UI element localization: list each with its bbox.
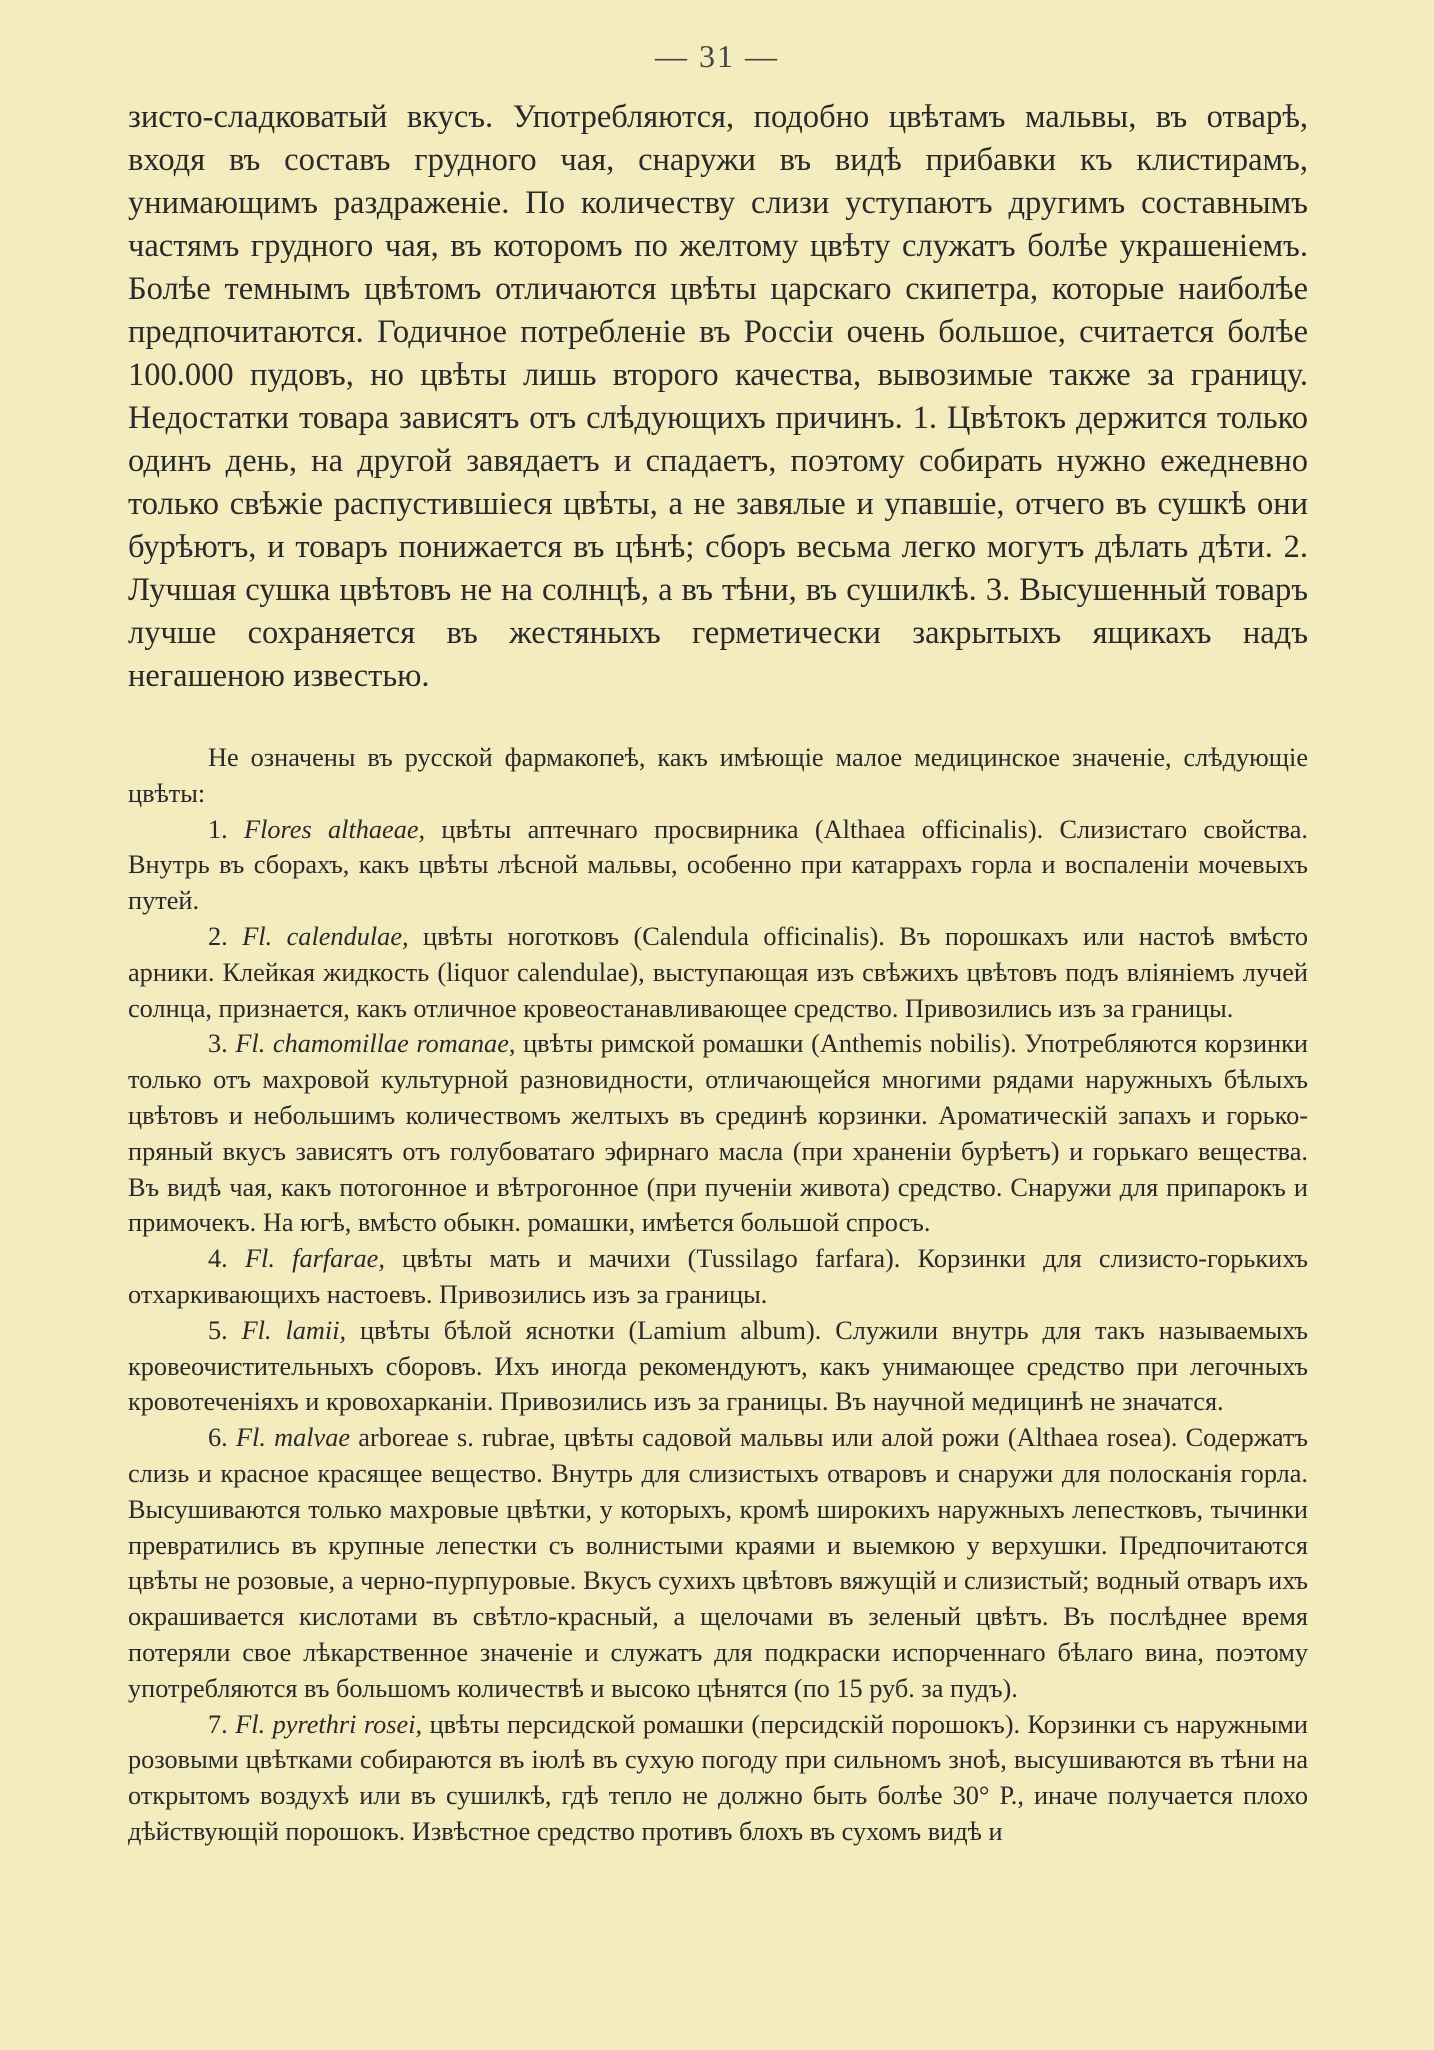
entry-title: Fl. pyrethri rosei, xyxy=(235,1709,423,1739)
entry-7: 7. Fl. pyrethri rosei, цвѣты персидской ромашки (персидскій порошокъ). Корзинки съ наружными розовыми цвѣтками собираются въ іюлѣ въ сухую погоду при сильномъ зноѣ, высушиваются въ тѣни на открытомъ воздухѣ или въ сушилкѣ, гдѣ тепло не должно быть болѣе 30° Р., иначе получается плохо дѣйствующій порошокъ. Извѣстное средство противъ блохъ въ сухомъ видѣ и xyxy=(128,1709,1308,1846)
main-paragraph: зисто-сладковатый вкусъ. Употребляются, подобно цвѣтамъ мальвы, въ отварѣ, входя въ составъ грудного чая, снаружи въ видѣ прибавки къ клистирамъ, унимающимъ раздраженіе. По количеству слизи уступаютъ другимъ составнымъ частямъ грудного чая, въ которомъ по желтому цвѣту служатъ болѣе украшеніемъ. Болѣе темнымъ цвѣтомъ отличаются цвѣты царскаго скипетра, которые наиболѣе предпочитаются. Годичное потребленіе въ Россіи очень большое, считается болѣе 100.000 пудовъ, но цвѣты лишь второго качества, вывозимые также за границу. Недостатки товара зависятъ отъ слѣдующихъ причинъ. 1. Цвѣтокъ держится только одинъ день, на другой завядаетъ и спадаетъ, поэтому собирать нужно ежедневно только свѣжіе распустившіеся цвѣты, а не завялые и упавшіе, отчего въ сушкѣ они бурѣютъ, и товаръ понижается въ цѣнѣ; сборъ весьма легко могутъ дѣлать дѣти. 2. Лучшая сушка цвѣтовъ не на солнцѣ, а въ тѣни, въ сушилкѣ. 3. Высушенный товаръ лучше сохраняется въ жестяныхъ герметически закрытыхъ ящикахъ надъ негашеною известью. xyxy=(128,99,1308,694)
entry-4: 4. Fl. farfarae, цвѣты мать и мачихи (Tussilago farfara). Корзинки для слизисто-горькихъ отхаркивающихъ настоевъ. Привозились изъ за границы. xyxy=(128,1244,1309,1309)
entry-text: цвѣты бѣлой яснотки (Lamium album). Служили внутрь для такъ называемыхъ кровеочистительныхъ сборовъ. Ихъ иногда рекомендуютъ, какъ унимающее средство при легочныхъ кровотеченіяхъ и кровохарканіи. Привозились изъ за границы. Въ научной медицинѣ не значатся. xyxy=(128,1315,1308,1417)
entry-text: цвѣты ноготковъ (Calendula officinalis). Въ порошкахъ или настоѣ вмѣсто арники. Клейкая жидкость (liquor calendulae), выступающая изъ свѣжихъ цвѣтовъ подъ вліяніемъ лучей солнца, признается, какъ отличное кровеостанавливающее средство. Привозились изъ за границы. xyxy=(128,921,1309,1023)
entry-6: 6. Fl. malvae arboreae s. rubrae, цвѣты садовой мальвы или алой рожи (Althaea rosea). Содержатъ слизь и красное красящее вещество. Внутрь для слизистыхъ отваровъ и снаружи для полосканія горла. Высушиваются только махровые цвѣтки, у которыхъ, кромѣ широкихъ наружныхъ лепестковъ, тычинки превратились въ крупные лепестки съ волнистыми краями и выемкою у верхушки. Предпочитаются цвѣты не розовые, а черно-пурпуровые. Вкусъ сухихъ цвѣтовъ вяжущій и слизистый; водный отваръ ихъ окрашивается кислотами въ свѣтло-красный, а щелочами въ зеленый цвѣтъ. Въ послѣднее время потеряли свое лѣкарственное значеніе и служатъ для подкраски испорченнаго бѣлаго вина, поэтому употребляются въ большомъ количествѣ и высоко цѣнятся (по 15 руб. за пудъ). xyxy=(128,1423,1309,1703)
appendix-section xyxy=(128,740,1308,1850)
entry-title: Flores althaeae, xyxy=(244,814,426,844)
entry-title: Fl. chamomillae romanae, xyxy=(235,1029,516,1059)
intro-paragraph: Не означены въ русской фармакопеѣ, какъ имѣющіе малое медицинское значеніе, слѣдующіе цвѣты: xyxy=(128,743,1308,808)
entry-text: цвѣты персидской ромашки (персидскій порошокъ). Корзинки съ наружными розовыми цвѣтками собираются въ іюлѣ въ сухую погоду при сильномъ зноѣ, высушиваются въ тѣни на открытомъ воздухѣ или въ сушилкѣ, гдѣ тепло не должно быть болѣе 30° Р., иначе получается плохо дѣйствующій порошокъ. Извѣстное средство противъ блохъ въ сухомъ видѣ и xyxy=(128,1709,1308,1846)
entry-title: Fl. calendulae, xyxy=(242,921,409,951)
entry-3: 3. Fl. chamomillae romanae, цвѣты римской ромашки (Anthemis nobilis). Употребляются корзинки только отъ махровой культурной разновидности, отличающейся многими рядами наружныхъ бѣлыхъ цвѣтовъ и небольшимъ количествомъ желтыхъ въ срединѣ корзинки. Ароматическій запахъ и горько-пряный вкусъ зависятъ отъ голубоватаго эфирнаго масла (при храненіи бурѣетъ) и горькаго вещества. Въ видѣ чая, какъ потогонное и вѣтрогонное (при пученіи живота) средство. Снаружи для припарокъ и примочекъ. На югѣ, вмѣсто обыкн. ромашки, имѣется большой спросъ. xyxy=(128,1029,1308,1238)
page-number: — 31 — xyxy=(655,38,779,74)
entry-5: 5. Fl. lamii, цвѣты бѣлой яснотки (Lamium album). Служили внутрь для такъ называемыхъ кровеочистительныхъ сборовъ. Ихъ иногда рекомендуютъ, какъ унимающее средство при легочныхъ кровотеченіяхъ и кровохарканіи. Привозились изъ за границы. Въ научной медицинѣ не значатся. xyxy=(128,1315,1308,1417)
entry-title: Fl. farfarae, xyxy=(244,1244,385,1274)
entry-text: arboreae s. rubrae, цвѣты садовой мальвы или алой рожи (Althaea rosea). Содержатъ слизь и красное красящее вещество. Внутрь для слизистыхъ отваровъ и снаружи для полосканія горла. Высушиваются только махровые цвѣтки, у которыхъ, кромѣ широкихъ наружныхъ лепестковъ, тычинки превратились въ крупные лепестки съ волнистыми краями и выемкою у верхушки. Предпочитаются цвѣты не розовые, а черно-пурпуровые. Вкусъ сухихъ цвѣтовъ вяжущій и слизистый; водный отваръ ихъ окрашивается кислотами въ свѣтло-красный, а щелочами въ зеленый цвѣтъ. Въ послѣднее время потеряли свое лѣкарственное значеніе и служатъ для подкраски испорченнаго бѣлаго вина, поэтому употребляются въ большомъ количествѣ и высоко цѣнятся (по 15 руб. за пудъ). xyxy=(128,1423,1309,1703)
entry-text: цвѣты мать и мачихи (Tussilago farfara). Корзинки для слизисто-горькихъ отхаркивающихъ настоевъ. Привозились изъ за границы. xyxy=(128,1244,1309,1309)
entry-title: Fl. malvae xyxy=(235,1423,351,1453)
entry-text: цвѣты аптечнаго просвирника (Althaea officinalis). Слизистаго свойства. Внутрь въ сборахъ, какъ цвѣты лѣсной мальвы, особенно при катаррахъ горла и воспаленіи мочевыхъ путей. xyxy=(128,814,1309,916)
entry-2: 2. Fl. calendulae, цвѣты ноготковъ (Calendula officinalis). Въ порошкахъ или настоѣ вмѣсто арники. Клейкая жидкость (liquor calendulae), выступающая изъ свѣжихъ цвѣтовъ подъ вліяніемъ лучей солнца, признается, какъ отличное кровеостанавливающее средство. Привозились изъ за границы. xyxy=(128,921,1309,1023)
entry-title: Fl. lamii, xyxy=(241,1315,347,1345)
entry-text: цвѣты римской ромашки (Anthemis nobilis). Употребляются корзинки только отъ махровой культурной разновидности, отличающейся многими рядами наружныхъ бѣлыхъ цвѣтовъ и небольшимъ количествомъ желтыхъ въ срединѣ корзинки. Ароматическій запахъ и горько-пряный вкусъ зависятъ отъ голубоватаго эфирнаго масла (при храненіи бурѣетъ) и горькаго вещества. Въ видѣ чая, какъ потогонное и вѣтрогонное (при пученіи живота) средство. Снаружи для припарокъ и примочекъ. На югѣ, вмѣсто обыкн. ромашки, имѣется большой спросъ. xyxy=(128,1029,1308,1238)
entry-1: 1. Flores althaeae, цвѣты аптечнаго просвирника (Althaea officinalis). Слизистаго свойства. Внутрь въ сборахъ, какъ цвѣты лѣсной мальвы, особенно при катаррахъ горла и воспаленіи мочевыхъ путей. xyxy=(128,814,1309,916)
